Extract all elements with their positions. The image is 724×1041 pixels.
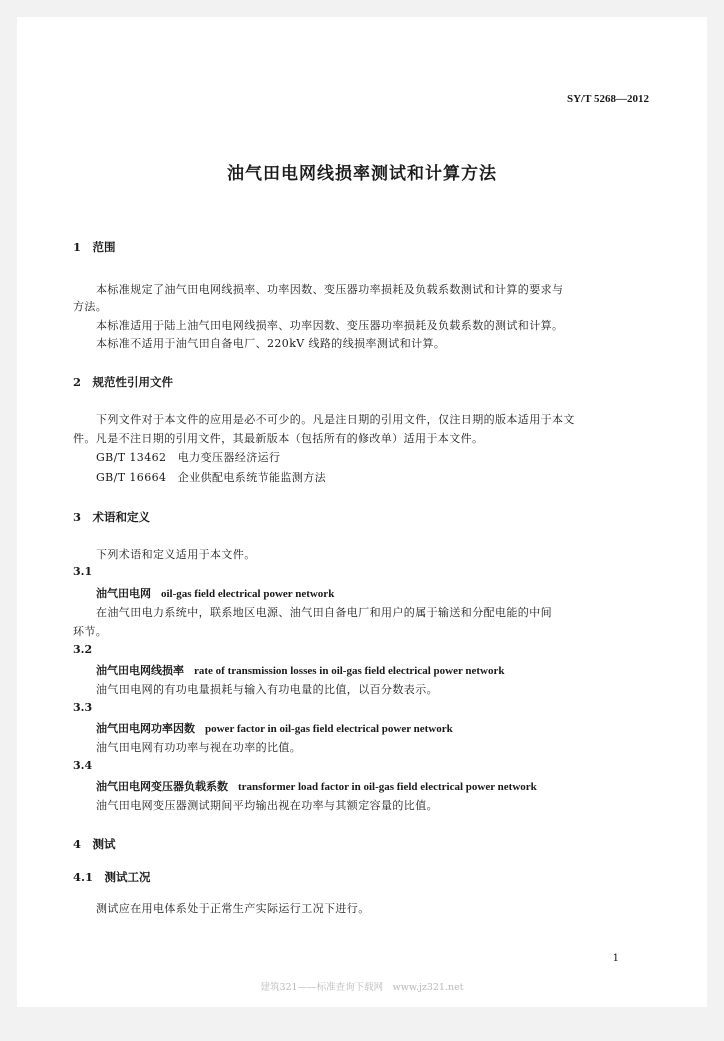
term-3-4-title bbox=[96, 778, 537, 794]
section-1-para-3: 本标准不适用于油气田自备电厂、220kV 线路的线损率测试和计算。 bbox=[96, 337, 446, 350]
section-1-heading: 1 范围 bbox=[73, 240, 116, 254]
section-1-para-1-line-2: 方法。 bbox=[73, 300, 108, 313]
reference-gb-t-16664: GB/T 16664 企业供配电系统节能监测方法 bbox=[96, 471, 327, 484]
document-title: 油气田电网线损率测试和计算方法 bbox=[227, 164, 497, 184]
section-1-para-2: 本标准适用于陆上油气田电网线损率、功率因数、变压器功率损耗及负载系数的测试和计算。 bbox=[96, 319, 564, 332]
term-3-1-en: oil-gas field electrical power network bbox=[161, 588, 335, 600]
term-3-1-cn: 油气田电网 bbox=[96, 587, 151, 600]
document-page bbox=[17, 17, 707, 1007]
term-3-3-definition: 油气田电网有功功率与视在功率的比值。 bbox=[96, 741, 302, 754]
section-4-heading: 4 测试 bbox=[73, 837, 116, 851]
standard-code: SY/T 5268—2012 bbox=[566, 93, 649, 105]
section-3-intro: 下列术语和定义适用于本文件。 bbox=[96, 548, 256, 561]
term-3-1-title bbox=[96, 585, 334, 601]
term-3-2-en: rate of transmission losses in oil-gas field electrical power network bbox=[194, 665, 505, 677]
term-3-1-definition-line-1: 在油气田电力系统中，联系地区电源、油气田自备电厂和用户的属于输送和分配电能的中间 bbox=[96, 606, 552, 619]
term-3-3-en: power factor in oil-gas field electrical power network bbox=[205, 723, 453, 735]
term-3-2-cn: 油气田电网线损率 bbox=[96, 664, 184, 677]
section-4-1-para: 测试应在用电体系处于正常生产实际运行工况下进行。 bbox=[96, 902, 370, 915]
term-3-3-number: 3.3 bbox=[73, 701, 93, 714]
footer-watermark: 建筑321——标准查询下载网 www.jz321.net bbox=[260, 982, 464, 993]
term-3-4-cn: 油气田电网变压器负载系数 bbox=[96, 780, 228, 793]
section-1-para-1-line-1: 本标准规定了油气田电网线损率、功率因数、变压器功率损耗及负载系数测试和计算的要求与 bbox=[96, 283, 564, 296]
term-3-4-definition: 油气田电网变压器测试期间平均输出视在功率与其额定容量的比值。 bbox=[96, 799, 438, 812]
term-3-2-title bbox=[96, 662, 505, 678]
reference-gb-t-13462: GB/T 13462 电力变压器经济运行 bbox=[96, 451, 281, 464]
term-3-3-title bbox=[96, 720, 453, 736]
page-number: 1 bbox=[612, 953, 619, 964]
term-3-1-number: 3.1 bbox=[73, 565, 93, 578]
term-3-1-definition-line-2: 环节。 bbox=[73, 625, 108, 638]
section-2-heading: 2 规范性引用文件 bbox=[73, 375, 174, 389]
term-3-2-number: 3.2 bbox=[73, 643, 93, 656]
term-3-4-number: 3.4 bbox=[73, 759, 93, 772]
term-3-3-cn: 油气田电网功率因数 bbox=[96, 722, 195, 735]
section-3-heading: 3 术语和定义 bbox=[73, 510, 151, 524]
term-3-4-en: transformer load factor in oil-gas field electrical power network bbox=[238, 781, 537, 793]
term-3-2-definition: 油气田电网的有功电量损耗与输入有功电量的比值，以百分数表示。 bbox=[96, 683, 438, 696]
section-4-1-heading: 4.1 测试工况 bbox=[73, 870, 151, 884]
section-2-para-line-1: 下列文件对于本文件的应用是必不可少的。凡是注日期的引用文件，仅注日期的版本适用于本文 bbox=[96, 413, 575, 426]
section-2-para-line-2: 件。凡是不注日期的引用文件，其最新版本（包括所有的修改单）适用于本文件。 bbox=[73, 432, 484, 445]
